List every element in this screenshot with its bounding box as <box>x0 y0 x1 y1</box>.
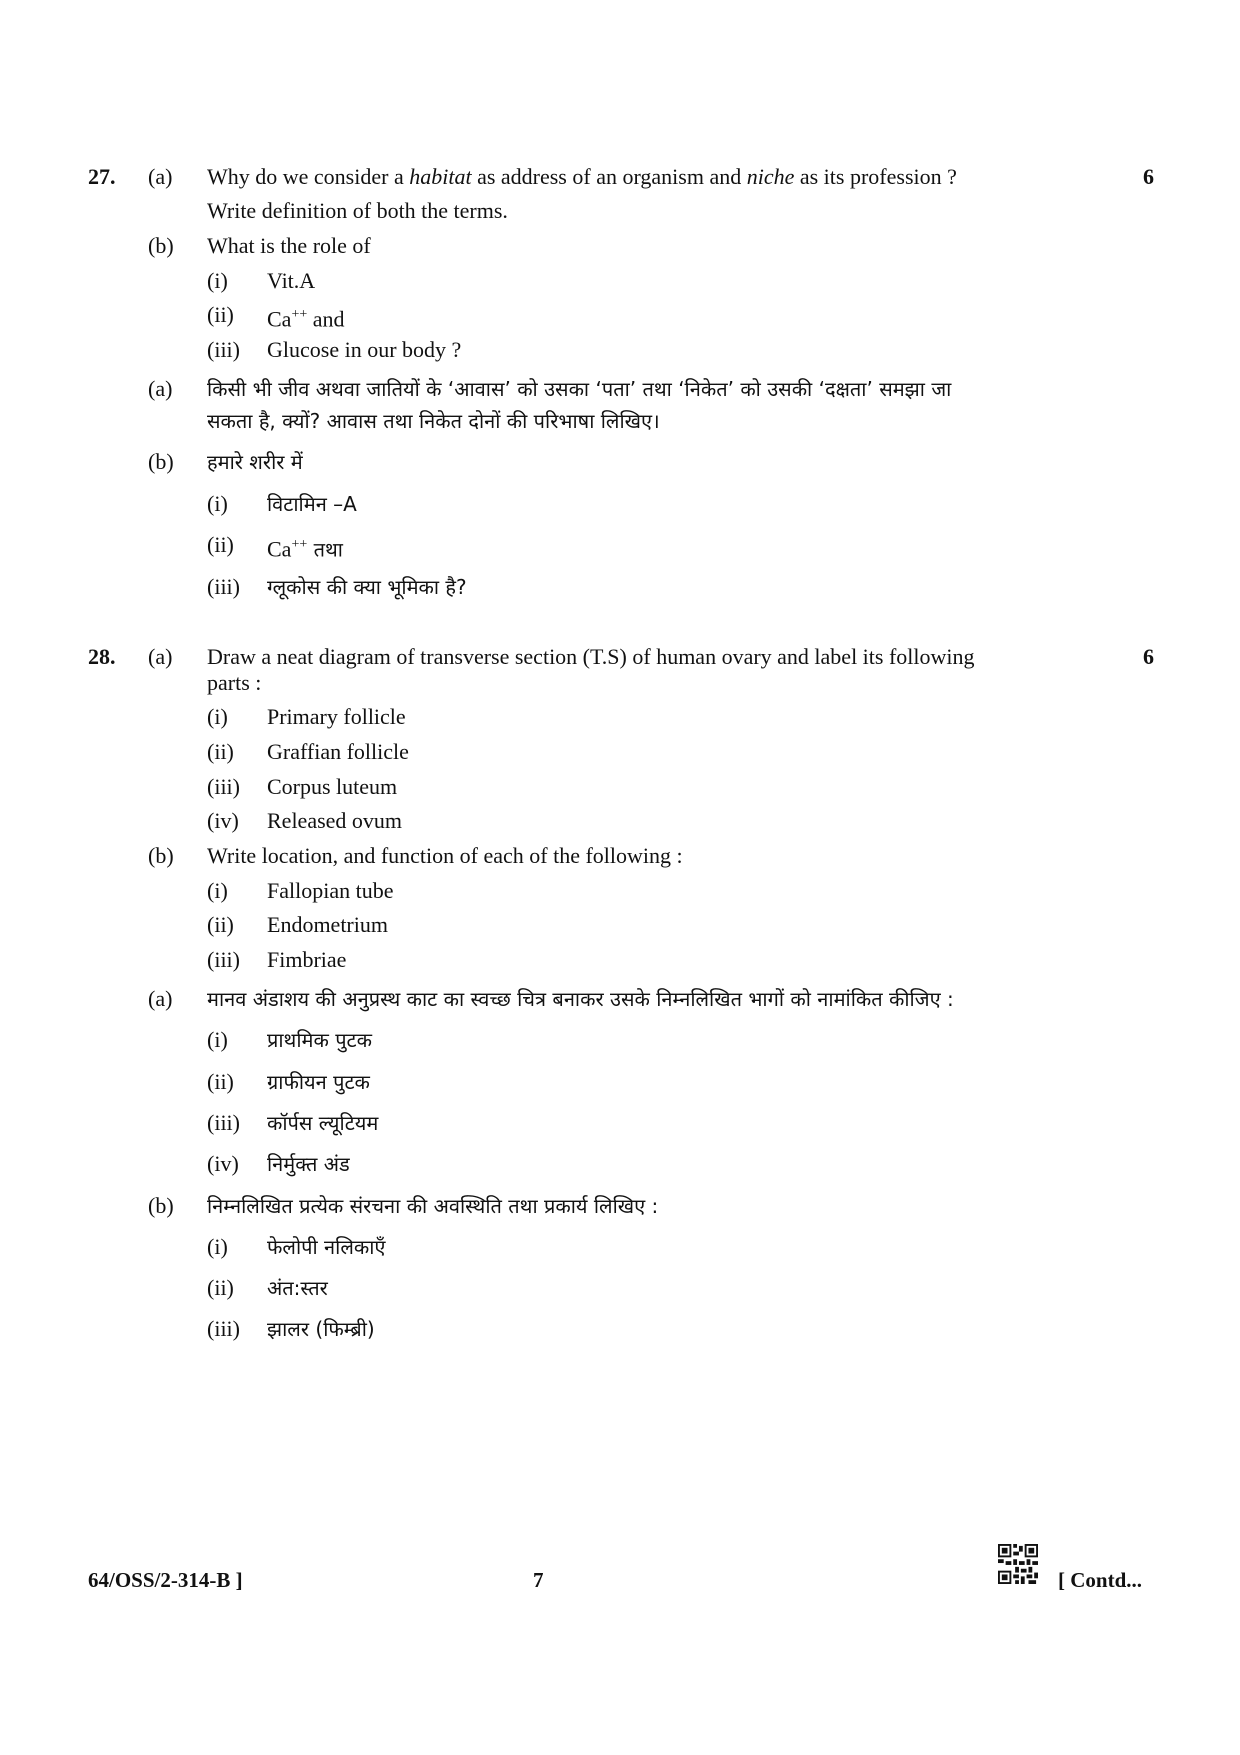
item-number: (iii) <box>207 774 240 799</box>
part-label: (a) <box>148 986 173 1011</box>
item-text: Glucose in our body ? <box>267 337 462 362</box>
list-item <box>0 1106 1240 1140</box>
q27-a-hi-line2 <box>0 404 1240 438</box>
page-number: 7 <box>533 1568 544 1592</box>
list-item <box>0 874 1240 908</box>
q27-a-en-line1 <box>0 160 1240 194</box>
list-item <box>0 770 1240 804</box>
item-number: (iv) <box>207 808 239 833</box>
item-text: Ca++ and <box>267 306 345 332</box>
part-label: (a) <box>148 376 173 401</box>
list-item <box>0 1065 1240 1099</box>
item-number: (iii) <box>207 337 240 362</box>
question-text-hindi: निम्नलिखित प्रत्येक संरचना की अवस्थिति तथा प्रकार्य लिखिए : <box>207 1194 659 1218</box>
item-number: (iii) <box>207 1110 240 1135</box>
item-text: Corpus luteum <box>267 774 398 799</box>
item-number: (ii) <box>207 302 234 327</box>
q27-b-en <box>0 229 1240 263</box>
item-number: (ii) <box>207 532 234 557</box>
page-footer <box>0 1560 1240 1600</box>
item-text: Ca++ तथा <box>267 536 343 562</box>
part-label: (b) <box>148 233 174 258</box>
question-text: parts : <box>207 670 262 695</box>
item-number: (i) <box>207 491 228 516</box>
item-number: (ii) <box>207 912 234 937</box>
item-number: (i) <box>207 1234 228 1259</box>
q28-a-en-line2 <box>0 666 1240 700</box>
item-number: (iv) <box>207 1151 239 1176</box>
question-number: 28. <box>88 644 116 669</box>
item-text: Fallopian tube <box>267 878 394 903</box>
item-text: Fimbriae <box>267 947 347 972</box>
emphasis-habitat: habitat <box>409 164 472 189</box>
list-item <box>0 1230 1240 1264</box>
item-text: कॉर्पस ल्यूटियम <box>267 1111 379 1135</box>
item-text: Endometrium <box>267 912 388 937</box>
list-item <box>0 570 1240 604</box>
q28-b-en <box>0 839 1240 873</box>
question-text: Draw a neat diagram of transverse section (T.S) of human ovary and label its following <box>207 644 975 669</box>
item-text: प्राथमिक पुटक <box>267 1028 372 1052</box>
question-number: 27. <box>88 164 116 189</box>
item-text: फेलोपी नलिकाएँ <box>267 1235 386 1259</box>
item-number: (ii) <box>207 1069 234 1094</box>
q27-a-hi-line1 <box>0 372 1240 406</box>
q28-b-hi <box>0 1189 1240 1223</box>
list-item <box>0 298 1240 332</box>
paper-code: 64/OSS/2-314-B ] <box>88 1568 243 1592</box>
list-item <box>0 333 1240 367</box>
list-item <box>0 1271 1240 1305</box>
question-text-hindi: मानव अंडाशय की अनुप्रस्थ काट का स्वच्छ चित्र बनाकर उसके निम्नलिखित भागों को नामांकित कीजिए : <box>207 987 954 1011</box>
list-item <box>0 264 1240 298</box>
list-item <box>0 1312 1240 1346</box>
item-number: (i) <box>207 1027 228 1052</box>
item-number: (i) <box>207 704 228 729</box>
item-text: निर्मुक्त अंड <box>267 1152 350 1176</box>
part-label: (b) <box>148 843 174 868</box>
item-number: (iii) <box>207 1316 240 1341</box>
question-text-hindi: किसी भी जीव अथवा जातियों के ‘आवास’ को उसका ‘पता’ तथा ‘निकेत’ को उसकी ‘दक्षता’ समझा जा <box>207 377 952 401</box>
question-text: Write location, and function of each of the following : <box>207 843 683 868</box>
part-label: (b) <box>148 1193 174 1218</box>
q27-a-en-line2 <box>0 194 1240 228</box>
part-label: (a) <box>148 164 173 189</box>
list-item <box>0 908 1240 942</box>
item-text: Primary follicle <box>267 704 406 729</box>
item-text: Vit.A <box>267 268 316 293</box>
question-text-hindi: हमारे शरीर में <box>207 450 303 474</box>
item-number: (i) <box>207 878 228 903</box>
part-label: (b) <box>148 449 174 474</box>
item-number: (ii) <box>207 1275 234 1300</box>
question-text: What is the role of <box>207 233 371 258</box>
marks: 6 <box>1143 164 1154 189</box>
item-text: अंत:स्तर <box>267 1276 328 1300</box>
q27-b-hi <box>0 445 1240 479</box>
list-item <box>0 735 1240 769</box>
list-item <box>0 1147 1240 1181</box>
marks: 6 <box>1143 644 1154 669</box>
list-item <box>0 804 1240 838</box>
part-label: (a) <box>148 644 173 669</box>
list-item <box>0 943 1240 977</box>
list-item <box>0 528 1240 562</box>
list-item <box>0 1023 1240 1057</box>
item-number: (iii) <box>207 574 240 599</box>
item-text: ग्राफीयन पुटक <box>267 1070 370 1094</box>
question-text-hindi: सकता है, क्यों? आवास तथा निकेत दोनों की परिभाषा लिखिए। <box>207 409 660 433</box>
list-item <box>0 487 1240 521</box>
item-number: (i) <box>207 268 228 293</box>
item-text: Graffian follicle <box>267 739 409 764</box>
item-text: ग्लूकोस की क्या भूमिका है? <box>267 575 467 599</box>
question-text: Why do we consider a habitat as address of an organism and niche as its profession ? <box>207 164 957 189</box>
qr-code-icon <box>998 1544 1038 1584</box>
item-number: (iii) <box>207 947 240 972</box>
q28-a-hi <box>0 982 1240 1016</box>
item-number: (ii) <box>207 739 234 764</box>
item-text: Released ovum <box>267 808 403 833</box>
item-text: झालर (फिम्ब्री) <box>267 1317 375 1341</box>
continued-label: [ Contd... <box>1058 1568 1143 1592</box>
question-text: Write definition of both the terms. <box>207 198 508 223</box>
emphasis-niche: niche <box>746 164 795 189</box>
item-text: विटामिन –A <box>267 492 357 516</box>
list-item <box>0 700 1240 734</box>
